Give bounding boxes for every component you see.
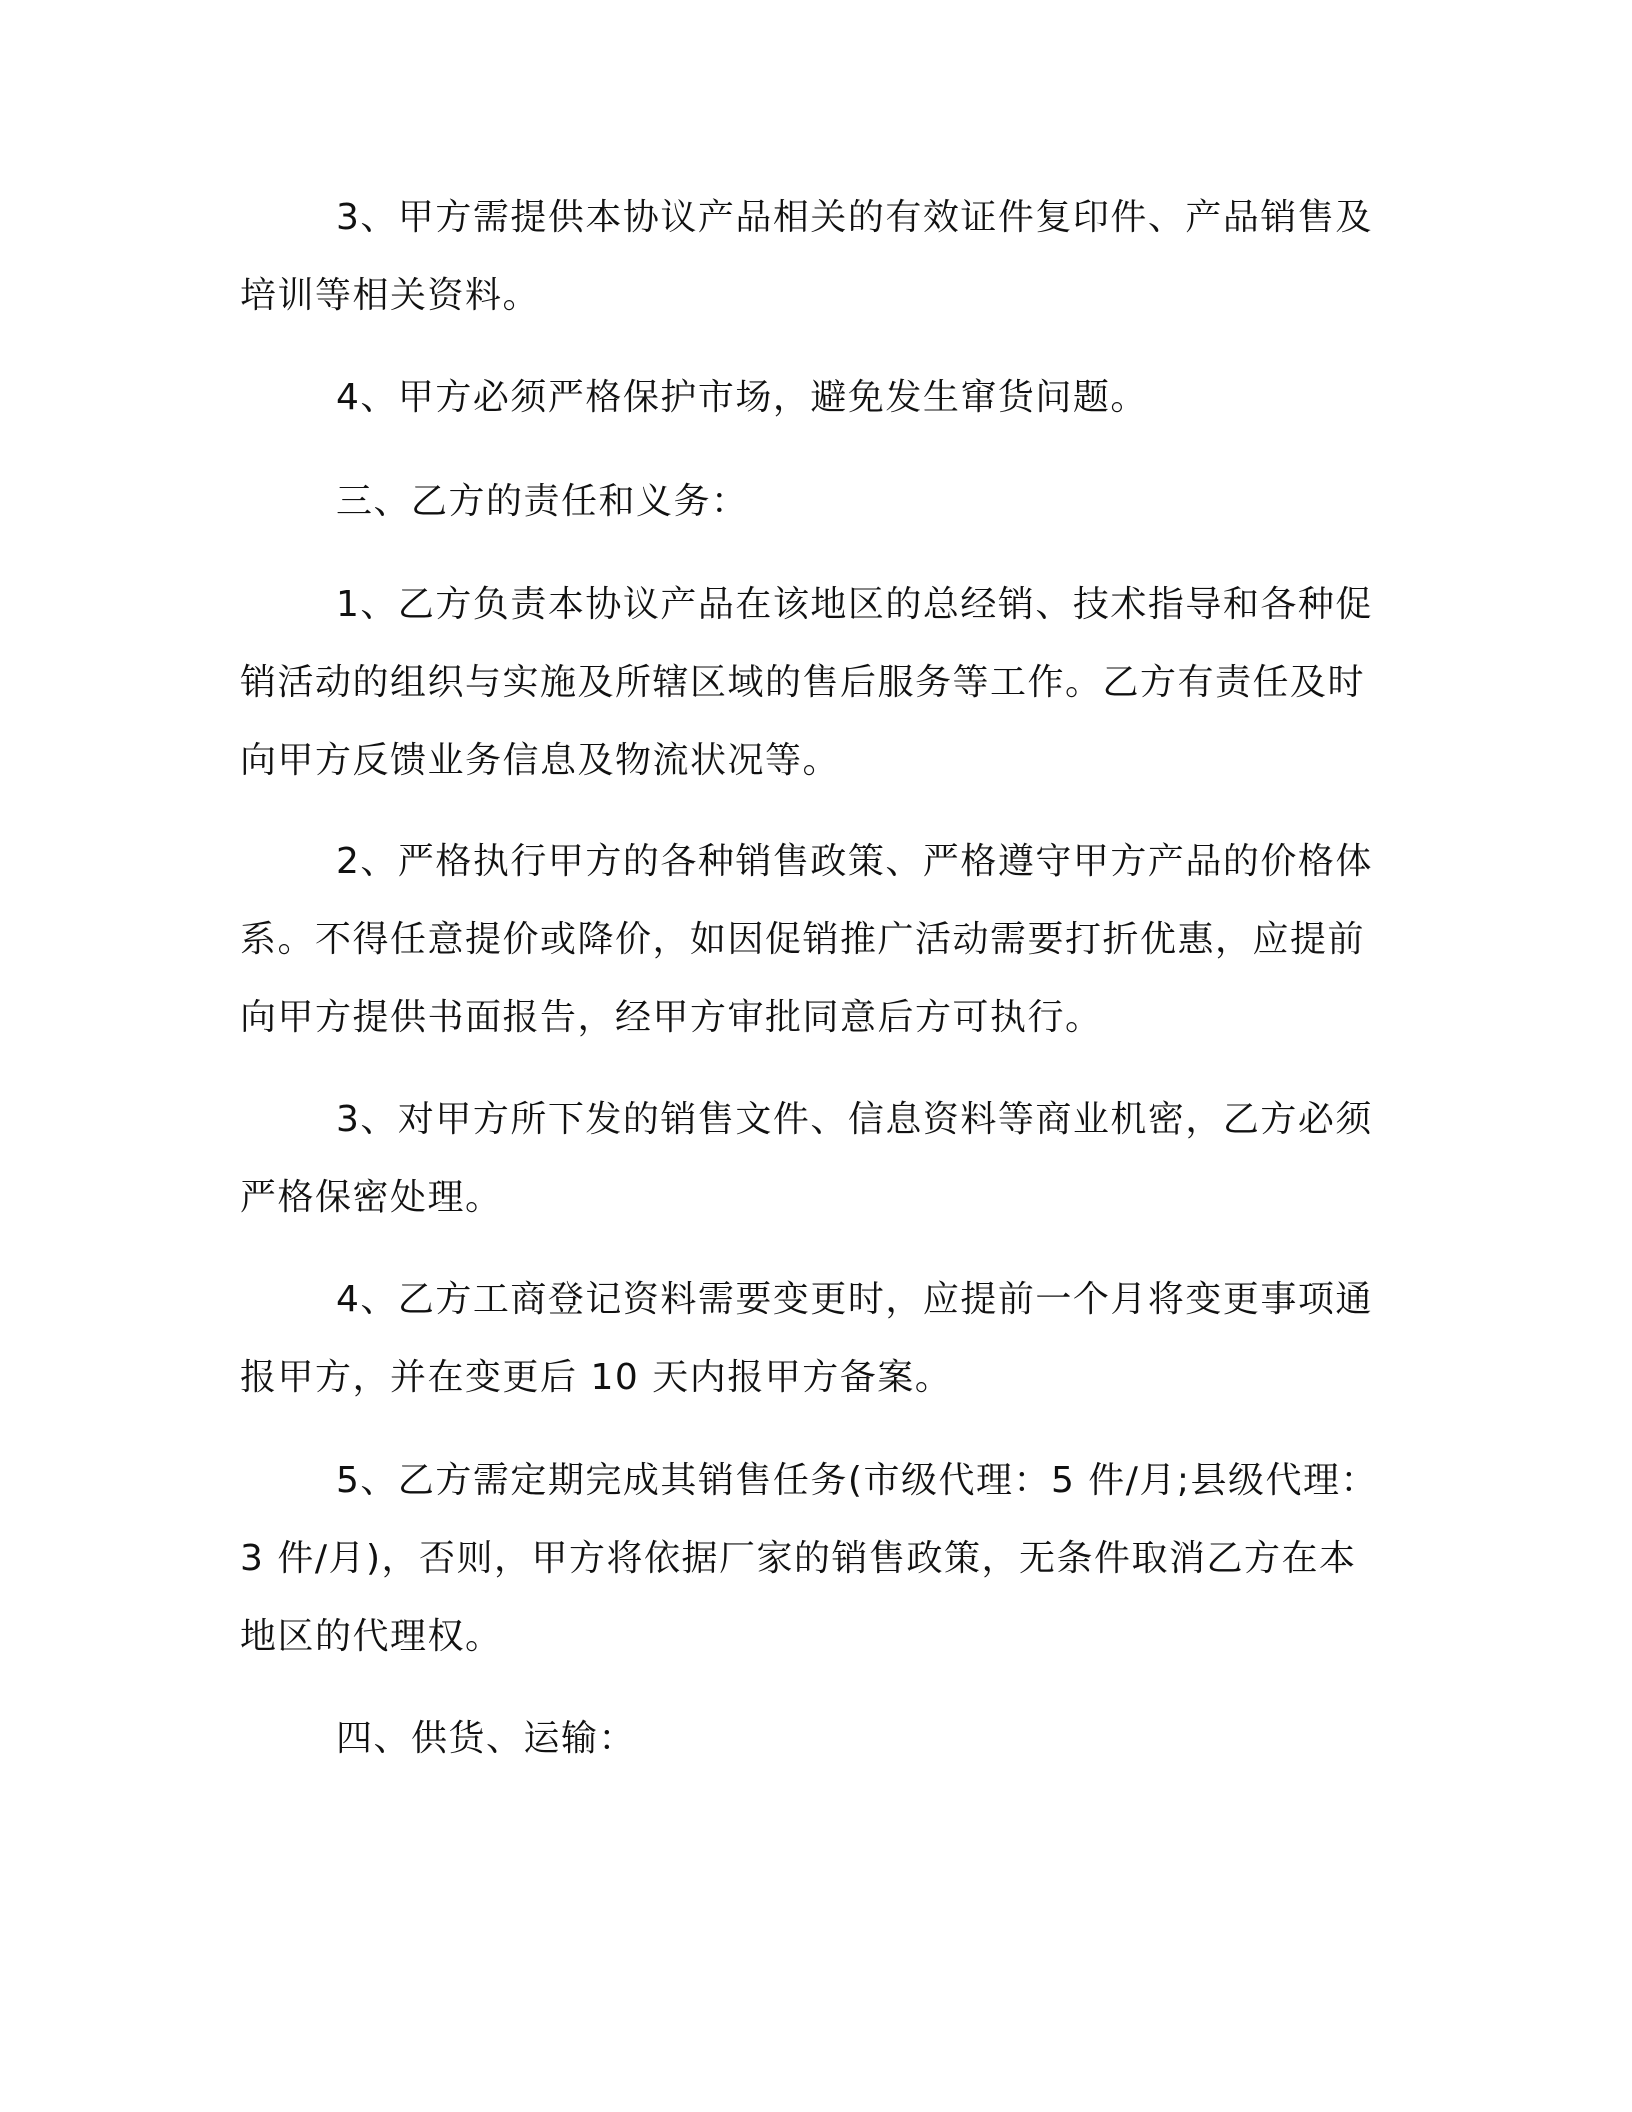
- paragraph-party-a-item-3: 3、甲方需提供本协议产品相关的有效证件复印件、产品销售及培训等相关资料。: [240, 197, 1373, 316]
- paragraph-party-b-item-1: 1、乙方负责本协议产品在该地区的总经销、技术指导和各种促销活动的组织与实施及所辖区域的售后服务等工作。乙方有责任及时向甲方反馈业务信息及物流状况等。: [240, 584, 1373, 781]
- section-heading-party-b-duties: 三、乙方的责任和义务：: [336, 481, 749, 522]
- paragraph-party-b-item-4: 4、乙方工商登记资料需要变更时，应提前一个月将变更事项通报甲方，并在变更后 10 天内报甲方备案。: [240, 1279, 1373, 1398]
- paragraph-party-b-item-5: 5、乙方需定期完成其销售任务(市级代理：5 件/月;县级代理：3 件/月)，否则，甲方将依据厂家的销售政策，无条件取消乙方在本地区的代理权。: [240, 1460, 1379, 1657]
- section-heading-supply-transport: 四、供货、运输：: [336, 1718, 637, 1759]
- paragraph-party-b-item-2: 2、严格执行甲方的各种销售政策、严格遵守甲方产品的价格体系。不得任意提价或降价，如因促销推广活动需要打折优惠，应提前向甲方提供书面报告，经甲方审批同意后方可执行。: [240, 841, 1373, 1038]
- paragraph-party-a-item-4: 4、甲方必须严格保护市场，避免发生窜货问题。: [336, 377, 1148, 418]
- paragraph-party-b-item-3: 3、对甲方所下发的销售文件、信息资料等商业机密，乙方必须严格保密处理。: [240, 1099, 1373, 1218]
